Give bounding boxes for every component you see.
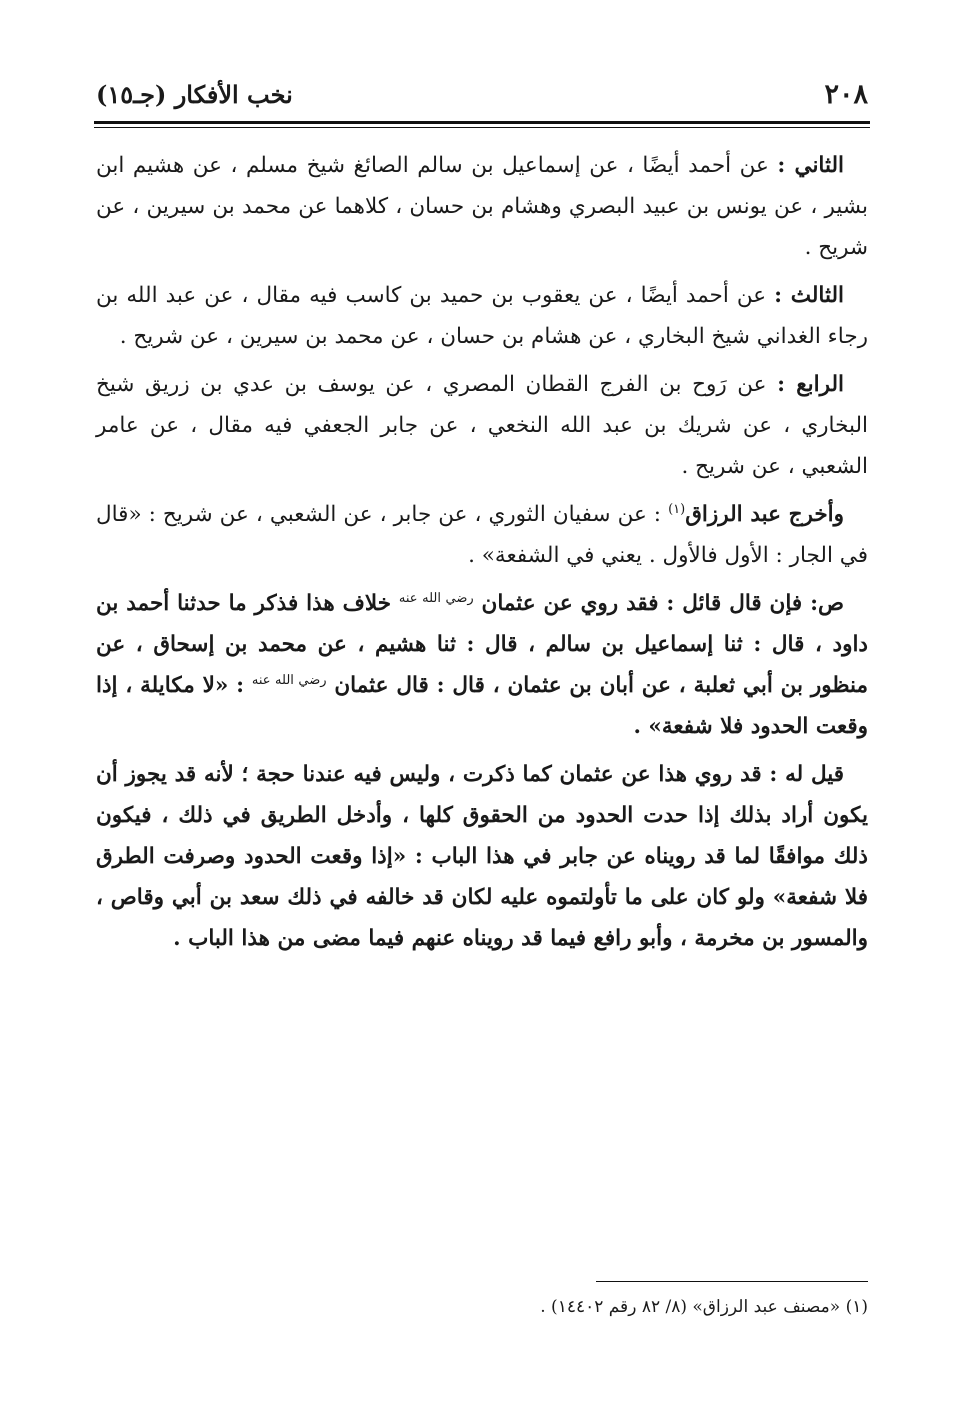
honorific-mark: رضي الله عنه [251, 672, 327, 688]
paragraph-abd-al-razzaq [96, 494, 868, 576]
running-title: نخب الأفكار (جـ١٥) [96, 79, 293, 109]
paragraph-label: الثاني : [777, 153, 844, 178]
paragraph-fourth-chain [96, 364, 868, 487]
paragraph-text: عن رَوح بن الفرج القطان المصري ، عن يوسف بن عدي بن زريق شيخ البخاري ، عن شريك بن عبد الله النخعي ، عن جابر الجعفي فيه مقال ، عن عامر الشعبي ، عن شريح . [96, 372, 868, 479]
footnote: (١) «مصنف عبد الرزاق» (٨/ ٨٢ رقم ١٤٤٠٢) . [540, 1297, 868, 1317]
page-number: ٢٠٨ [824, 78, 868, 110]
paragraph-matn [96, 583, 868, 747]
paragraph-text: قيل له : قد روي هذا عن عثمان كما ذكرت ، وليس فيه عندنا حجة ؛ لأنه قد يجوز أن يكون أراد بذلك إذا حدت الحدود من الحقوق كلها ، وأدخل الطريق في ذلك ، فيكون ذلك موافقًا لما قد رويناه عن جابر في هذا الباب : «إذا وقعت الحدود وصرفت الطرق فلا شفعة» ولو كان على ما تأولتموه عليه لكان قد خالفه في ذلك سعد بن أبي وقاص ، والمسور بن مخرمة ، وأبو رافع فيما قد رويناه عنهم فيما مضى من هذا الباب . [96, 762, 868, 951]
paragraph-label: وأخرج عبد الرزاق [685, 502, 844, 527]
paragraph-text: فإن قال قائل : فقد روي عن عثمان [473, 591, 811, 616]
paragraph-label: ص: [810, 591, 845, 616]
paragraph-text: عن أحمد أيضًا ، عن يعقوب بن حميد بن كاسب فيه مقال ، عن عبد الله بن رجاء الغداني شيخ البخاري ، عن هشام بن حسان ، عن محمد بن سيرين ، عن شريح . [96, 283, 868, 349]
paragraph-text: خلاف هذا فذكر ما حدثنا أحمد بن داود ، قال : ثنا إسماعيل بن سالم ، قال : ثنا هشيم ، عن محمد بن إسحاق ، عن منظور بن أبي ثعلبة ، عن أبان بن عثمان ، قال : قال عثمان [96, 591, 868, 698]
page-header [96, 72, 868, 116]
paragraph-reply [96, 754, 868, 959]
honorific-mark: رضي الله عنه [398, 590, 474, 606]
main-text [96, 145, 868, 966]
paragraph-text: : «لا مكايلة ، إذا وقعت الحدود فلا شفعة» . [96, 673, 868, 739]
paragraph-label: الرابع : [777, 372, 844, 397]
paragraph-second-chain [96, 145, 868, 268]
header-rule-thin [94, 127, 870, 128]
paragraph-text: : عن سفيان الثوري ، عن جابر ، عن الشعبي ، عن شريح : «قال في الجار : الأول فالأول . يعني في الشفعة» . [96, 502, 868, 568]
header-rule-thick [94, 121, 870, 124]
footnote-separator [596, 1281, 868, 1282]
paragraph-label: الثالث : [774, 283, 844, 308]
paragraph-third-chain [96, 275, 868, 357]
footnote-marker: (١) [668, 501, 686, 517]
paragraph-text: عن أحمد أيضًا ، عن إسماعيل بن سالم الصائغ شيخ مسلم ، عن هشيم ابن بشير ، عن يونس بن عبيد البصري وهشام بن حسان ، كلاهما عن محمد بن سيرين ، عن شريح . [96, 153, 868, 260]
